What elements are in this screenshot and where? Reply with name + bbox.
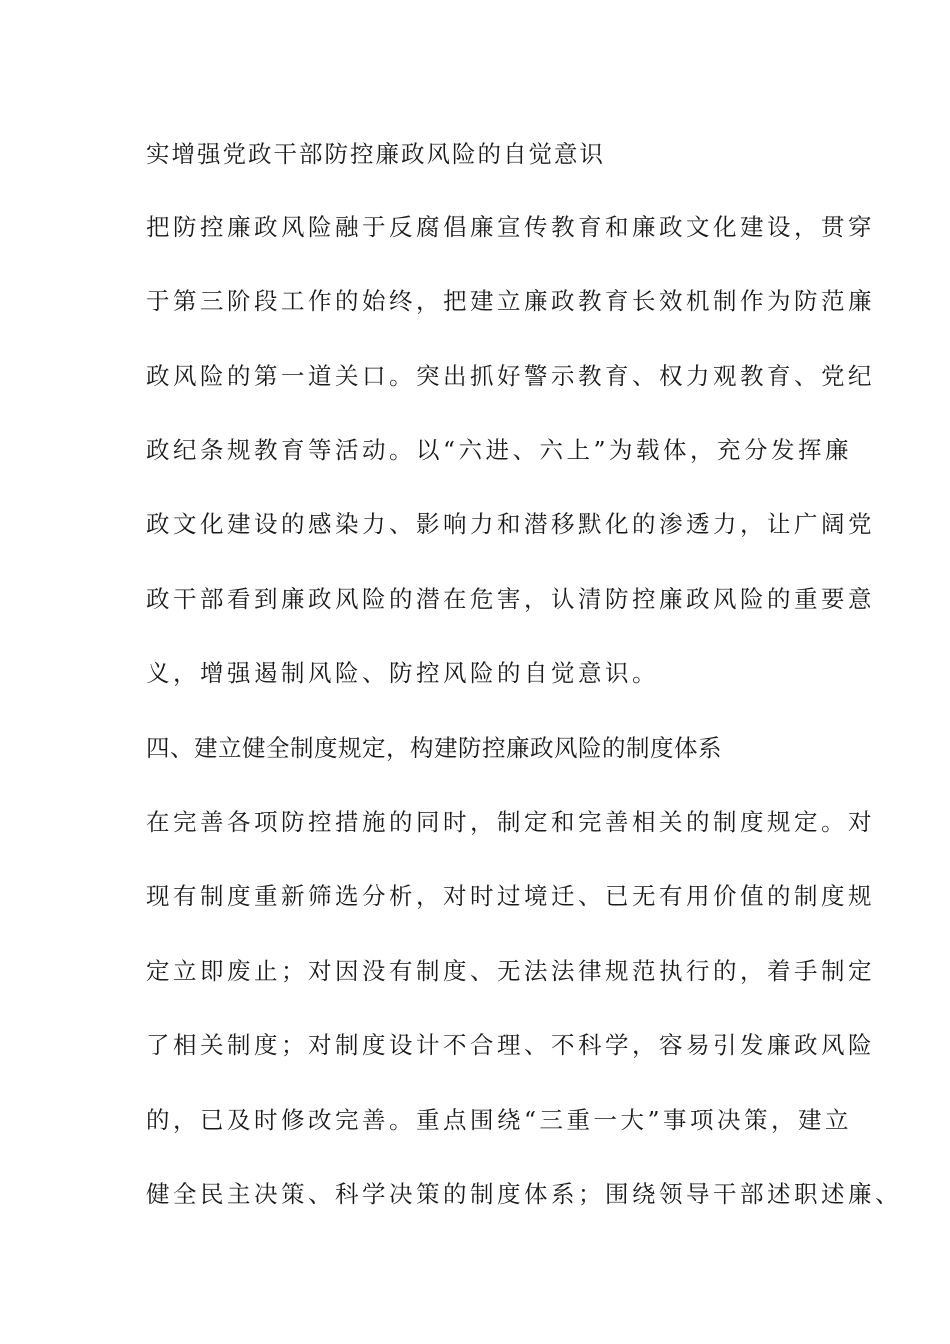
- paragraph-line-10: 在完善各项防控措施的同时，制定和完善相关的制度规定。对: [146, 808, 875, 836]
- paragraph-line-8: 义，增强遏制风险、防控风险的自觉意识。: [146, 659, 659, 687]
- paragraph-line-7: 政干部看到廉政风险的潜在危害，认清防控廉政风险的重要意: [146, 585, 875, 613]
- paragraph-line-3: 于第三阶段工作的始终，把建立廉政教育长效机制作为防范廉: [146, 287, 875, 315]
- paragraph-line-5: 政纪条规教育等活动。以“六进、六上”为载体，充分发挥廉: [146, 436, 853, 464]
- paragraph-line-12: 定立即废止；对因没有制度、无法法律规范执行的，着手制定: [146, 957, 875, 985]
- paragraph-line-14: 的，已及时修改完善。重点围绕“三重一大”事项决策，建立: [146, 1106, 853, 1134]
- paragraph-line-15: 健全民主决策、科学决策的制度体系；围绕领导干部述职述廉、: [146, 1180, 902, 1208]
- paragraph-line-13: 了相关制度；对制度设计不合理、不科学，容易引发廉政风险: [146, 1031, 875, 1059]
- paragraph-line-4: 政风险的第一道关口。突出抓好警示教育、权力观教育、党纪: [146, 362, 875, 390]
- paragraph-line-1: 实增强党政干部防控廉政风险的自觉意识: [146, 140, 605, 168]
- paragraph-line-2: 把防控廉政风险融于反腐倡廉宣传教育和廉政文化建设，贯穿: [146, 213, 875, 241]
- section-heading: 四、建立健全制度规定，构建防控廉政风险的制度体系: [146, 734, 722, 762]
- paragraph-line-11: 现有制度重新筛选分析，对时过境迁、已无有用价值的制度规: [146, 882, 875, 910]
- paragraph-line-6: 政文化建设的感染力、影响力和潜移默化的渗透力，让广阔党: [146, 510, 875, 538]
